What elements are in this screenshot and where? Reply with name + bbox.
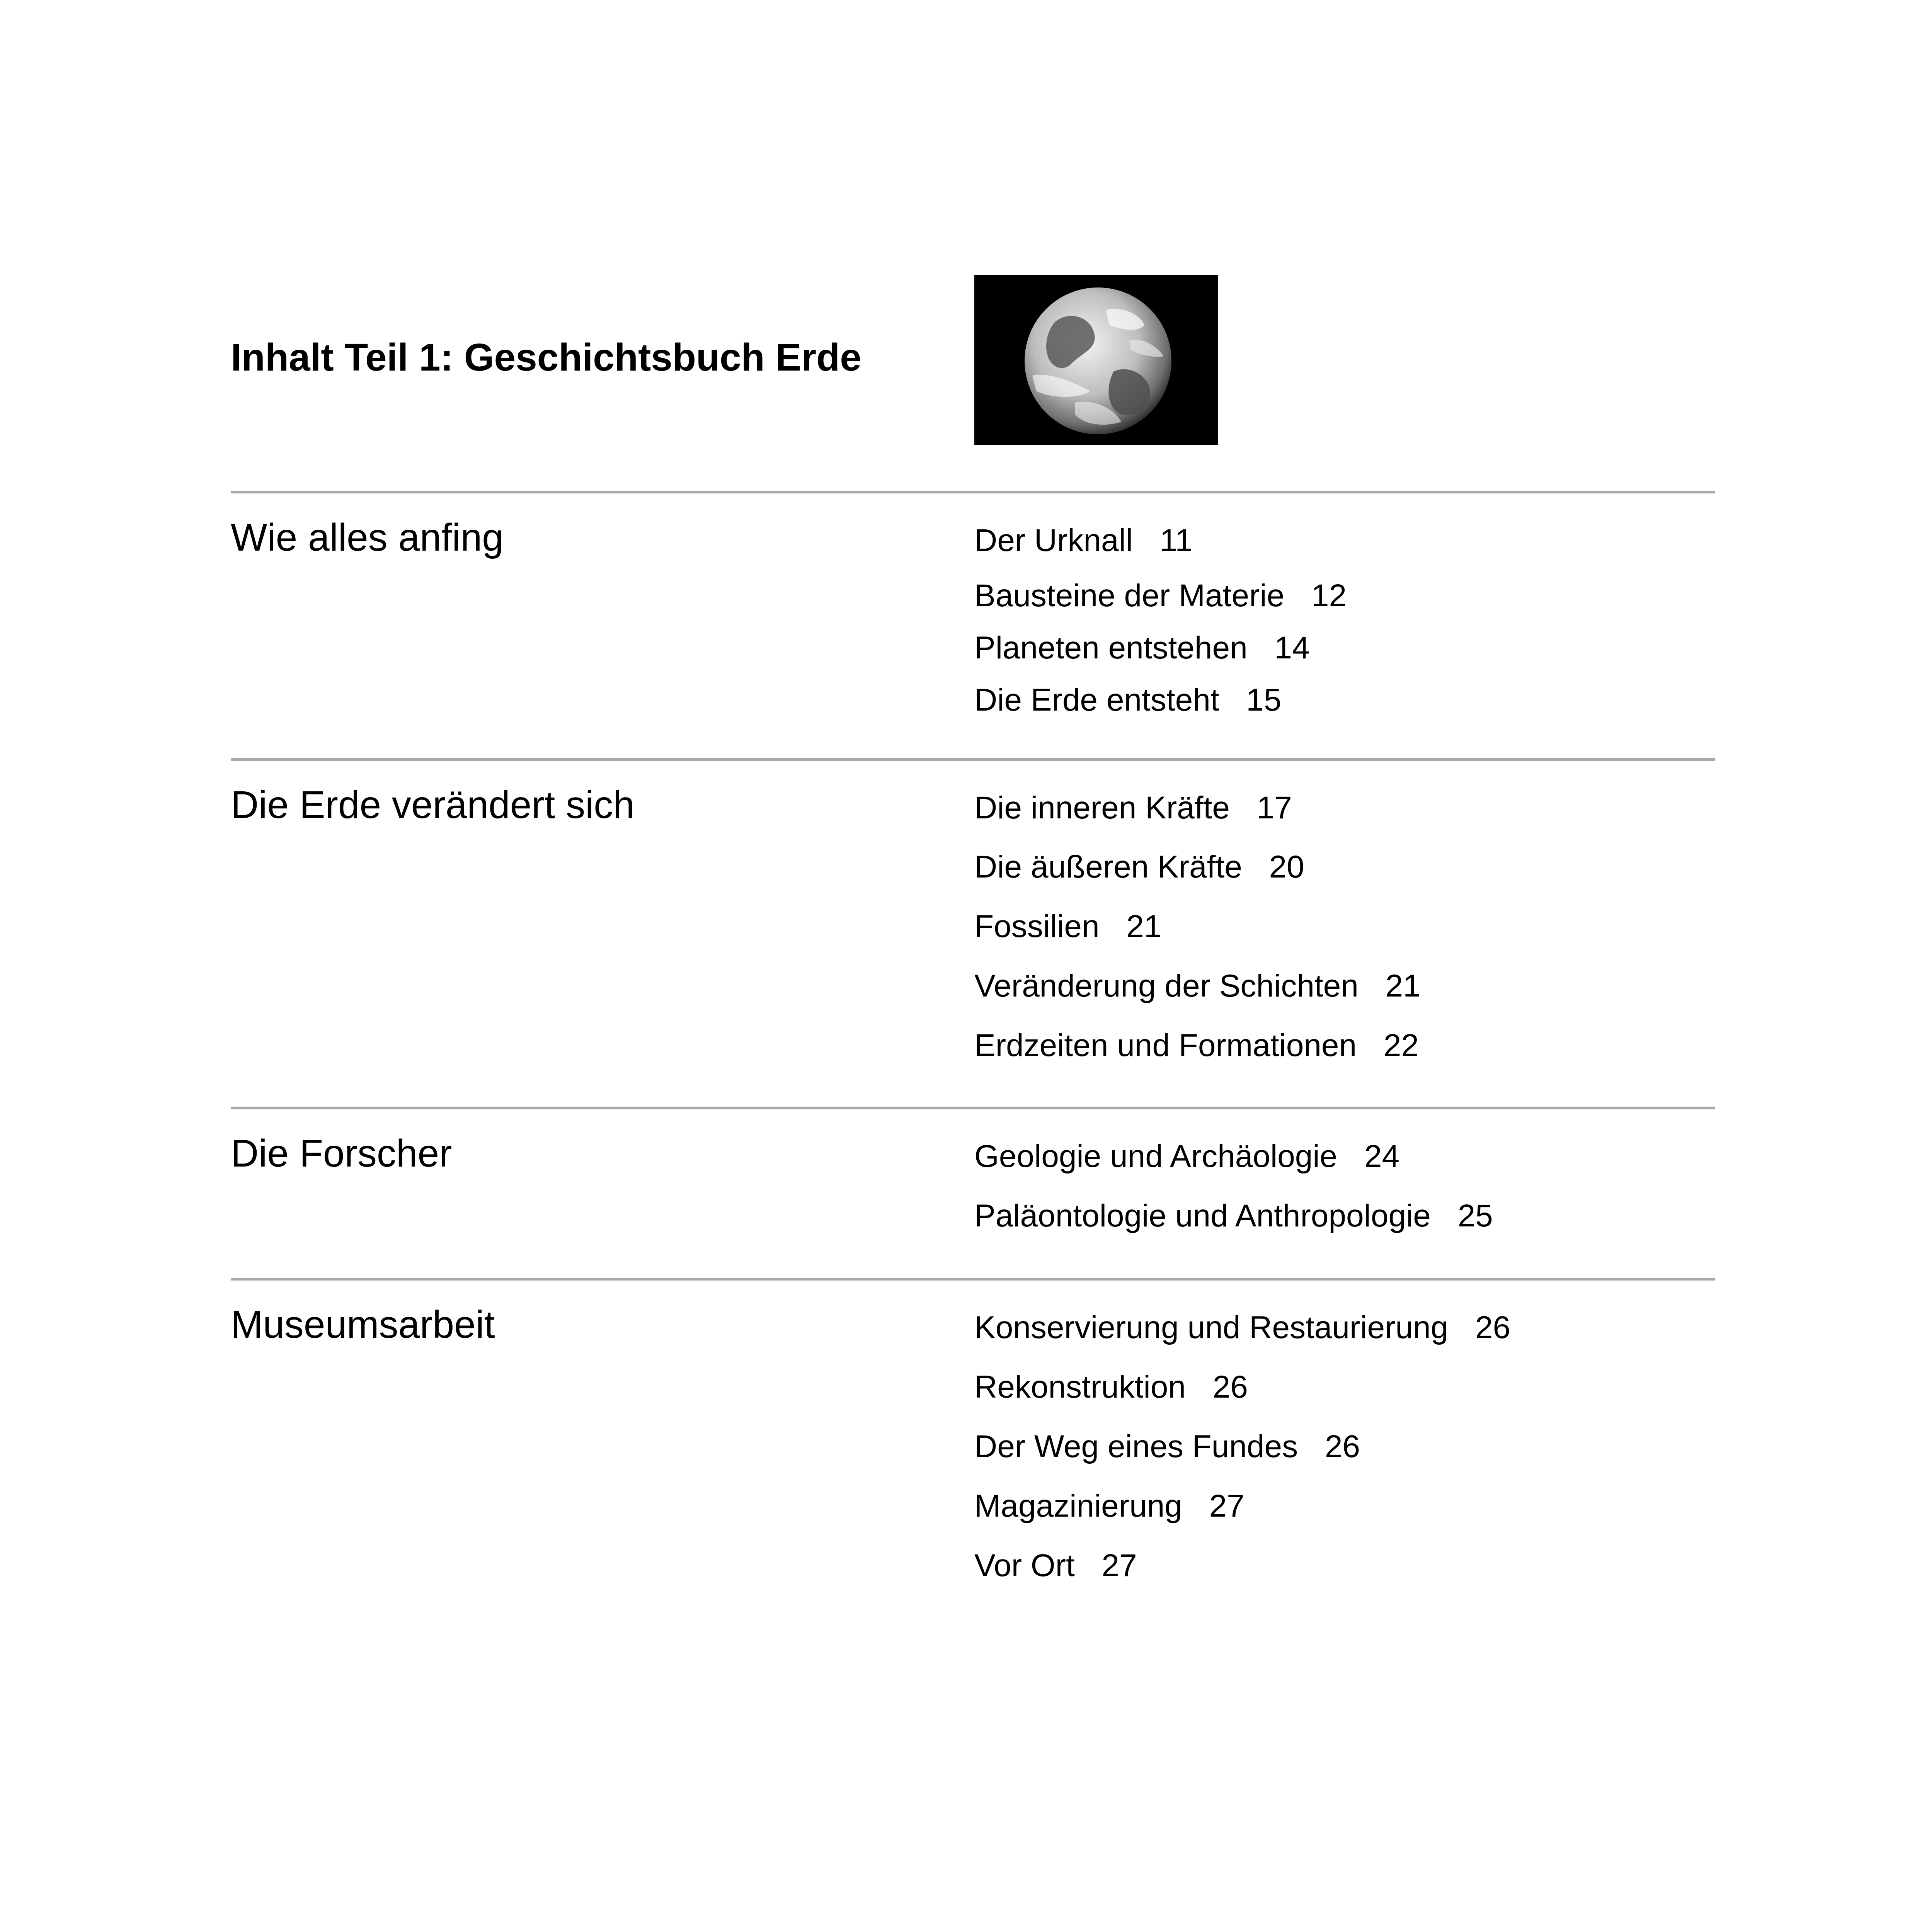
toc-entry-page: 27 (1209, 1488, 1245, 1524)
toc-entry-label: Fossilien (974, 909, 1100, 944)
toc-entry (974, 1429, 1360, 1465)
toc-entry-label: Geologie und Archäologie (974, 1139, 1338, 1174)
toc-entry-page: 26 (1325, 1429, 1360, 1464)
toc-entry-label: Konservierung und Restaurierung (974, 1310, 1449, 1345)
toc-entry-page: 22 (1383, 1028, 1419, 1063)
toc-entry-page: 15 (1246, 682, 1282, 718)
toc-entry-page: 12 (1311, 578, 1347, 613)
toc-entry (974, 1548, 1137, 1584)
toc-entry (974, 1027, 1419, 1064)
section-divider (231, 1107, 1715, 1109)
toc-entry-label: Rekonstruktion (974, 1369, 1186, 1405)
toc-entry-label: Vor Ort (974, 1548, 1075, 1583)
section-divider (231, 1278, 1715, 1281)
earth-globe-icon (974, 275, 1218, 445)
section-title-die-erde-veraendert-sich: Die Erde verändert sich (231, 783, 635, 827)
toc-entry-page: 25 (1457, 1198, 1493, 1233)
toc-entry (974, 1138, 1399, 1175)
toc-entry-page: 24 (1364, 1139, 1400, 1174)
toc-entry (974, 682, 1281, 718)
section-title-museumsarbeit: Museumsarbeit (231, 1303, 495, 1346)
section-title-wie-alles-anfing: Wie alles anfing (231, 516, 504, 559)
toc-entry-label: Der Weg eines Fundes (974, 1429, 1298, 1464)
toc-entry (974, 1369, 1248, 1405)
toc-entry-page: 14 (1274, 630, 1310, 665)
toc-entry-label: Planeten entstehen (974, 630, 1248, 665)
toc-entry (974, 1488, 1245, 1524)
earth-image (974, 275, 1218, 445)
toc-entry-page: 26 (1212, 1369, 1248, 1405)
toc-entry (974, 522, 1193, 559)
toc-entry-page: 26 (1475, 1310, 1511, 1345)
toc-entry (974, 578, 1347, 614)
page-title: Inhalt Teil 1: Geschichtsbuch Erde (231, 336, 861, 379)
toc-entry (974, 849, 1304, 885)
toc-entry-page: 11 (1159, 523, 1193, 558)
toc-entry-page: 27 (1102, 1548, 1137, 1583)
toc-entry-label: Paläontologie und Anthropologie (974, 1198, 1431, 1233)
toc-entry-label: Der Urknall (974, 523, 1133, 558)
toc-entry-label: Die inneren Kräfte (974, 790, 1230, 825)
toc-entry-page: 21 (1126, 909, 1162, 944)
toc-entry (974, 1198, 1493, 1234)
section-divider (231, 491, 1715, 493)
toc-entry (974, 1310, 1510, 1346)
toc-entry-label: Bausteine der Materie (974, 578, 1285, 613)
toc-entry (974, 630, 1310, 666)
section-title-die-forscher: Die Forscher (231, 1132, 452, 1175)
toc-entry (974, 908, 1161, 945)
toc-entry-label: Veränderung der Schichten (974, 968, 1359, 1003)
toc-entry (974, 968, 1421, 1004)
toc-entry-page: 21 (1385, 968, 1421, 1003)
toc-entry (974, 790, 1292, 826)
toc-entry-label: Erdzeiten und Formationen (974, 1028, 1357, 1063)
toc-entry-page: 17 (1256, 790, 1292, 825)
toc-entry-label: Die äußeren Kräfte (974, 849, 1242, 884)
toc-entry-label: Die Erde entsteht (974, 682, 1219, 718)
toc-entry-page: 20 (1269, 849, 1304, 884)
toc-entry-label: Magazinierung (974, 1488, 1182, 1524)
section-divider (231, 758, 1715, 761)
